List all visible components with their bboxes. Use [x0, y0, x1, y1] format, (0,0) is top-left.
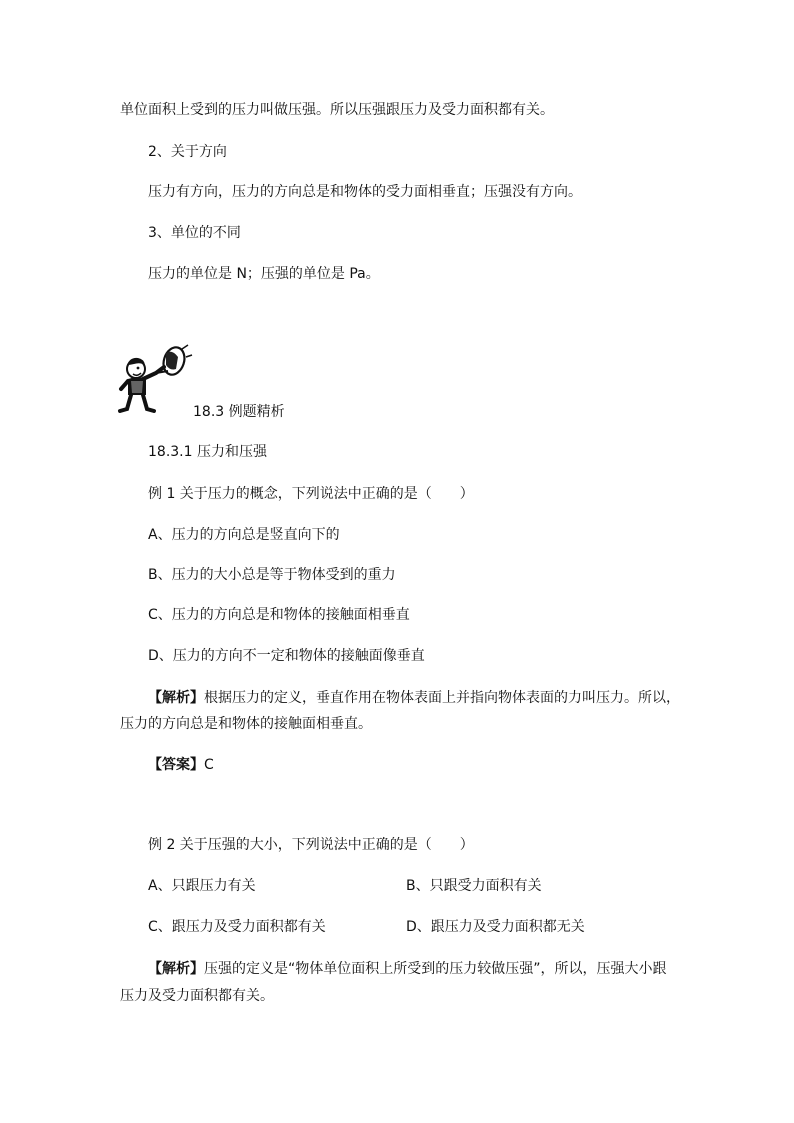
section-examples-heading: 18.3 例题精析 [193, 404, 285, 420]
example1-option-c: C、压力的方向总是和物体的接触面相垂直 [148, 607, 410, 623]
example2-analysis [148, 959, 667, 979]
section-direction-text: 压力有方向，压力的方向总是和物体的受力面相垂直；压强没有方向。 [148, 184, 582, 200]
example1-analysis [148, 688, 680, 708]
example2-question: 例 2 关于压强的大小，下列说法中正确的是（ ） [148, 837, 474, 853]
analysis-text: 根据压力的定义，垂直作用在物体表面上并指向物体表面的力叫压力。所以， [204, 690, 680, 706]
example1-option-d: D、压力的方向不一定和物体的接触面像垂直 [148, 648, 425, 664]
answer-value: C [204, 757, 214, 773]
analysis-tag: 【解析】 [148, 690, 204, 706]
example1-question: 例 1 关于压力的概念，下列说法中正确的是（ ） [148, 486, 474, 502]
answer-tag: 【答案】 [148, 757, 204, 773]
example1-answer [148, 755, 214, 775]
cartoon-presenter-icon [116, 343, 194, 415]
intro-line: 单位面积上受到的压力叫做压强。所以压强跟压力及受力面积都有关。 [120, 102, 554, 118]
example2-option-b: B、只跟受力面积有关 [406, 878, 542, 894]
example1-option-a: A、压力的方向总是竖直向下的 [148, 527, 340, 543]
example2-analysis-cont: 压力及受力面积都有关。 [120, 988, 274, 1004]
example1-analysis-cont: 压力的方向总是和物体的接触面相垂直。 [120, 716, 372, 732]
section-units-text: 压力的单位是 N；压强的单位是 Pa。 [148, 266, 380, 282]
example2-option-d: D、跟压力及受力面积都无关 [406, 919, 585, 935]
example2-option-a: A、只跟压力有关 [148, 878, 256, 894]
analysis-tag: 【解析】 [148, 961, 204, 977]
section-direction-heading: 2、关于方向 [148, 144, 227, 160]
section-examples-subheading: 18.3.1 压力和压强 [148, 444, 267, 460]
analysis-text: 压强的定义是“物体单位面积上所受到的压力较做压强”，所以，压强大小跟 [204, 961, 667, 977]
example2-option-c: C、跟压力及受力面积都有关 [148, 919, 326, 935]
example1-option-b: B、压力的大小总是等于物体受到的重力 [148, 567, 396, 583]
section-units-heading: 3、单位的不同 [148, 225, 241, 241]
